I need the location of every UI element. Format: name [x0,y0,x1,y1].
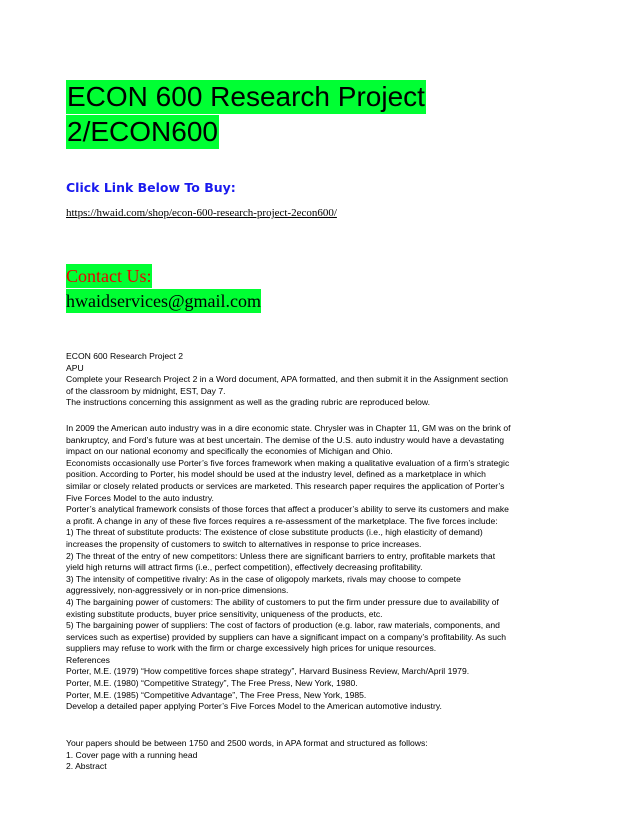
contact-email[interactable]: hwaidservices@gmail.com [66,291,262,311]
body-line: Porter’s analytical framework consists of those forces that affect a producer’s ability to serve its customers and make [66,504,509,515]
body-line: bankruptcy, and Ford’s future was at best uncertain. The demise of the U.S. auto industry would have a devastating [66,434,505,445]
body-line: Five Forces Model to the auto industry. [66,492,214,503]
body-line: a profit. A change in any of these five forces requires a re-assessment of the marketplace. The five forces include: [66,515,498,526]
reference-item: Porter, M.E. (1980) “Competitive Strategy”, The Free Press, New York, 1980. [66,678,358,689]
intro-block [66,351,586,409]
main-text-block [66,423,586,713]
references-heading: References [66,654,110,665]
body-line: Economists occasionally use Porter’s five forces framework when making a qualitative evaluation of a firm’s strategic [66,457,510,468]
body-line: services such as expertise) provided by suppliers can have a significant impact on a company’s profitability. As such [66,631,507,642]
click-link-heading: Click Link Below To Buy: [66,180,236,195]
body-line: increases the propensity of customers to switch to alternatives in response to price increases. [66,538,422,549]
body-line: aggressively, non-aggressively or in non-price dimensions. [66,585,289,596]
closing-block [66,738,586,773]
reference-item: Porter, M.E. (1979) “How competitive forces shape strategy”, Harvard Business Review, March/April 1979. [66,666,470,677]
body-line: position. According to Porter, his model should be used at the industry level, defined as a marketplace in which [66,469,486,480]
intro-line: of the classroom by midnight, EST, Day 7. [66,385,226,396]
body-line: impact on our national economy and specifically the economies of Michigan and Ohio. [66,446,393,457]
closing-line: Your papers should be between 1750 and 2500 words, in APA format and structured as follows: [66,738,428,748]
intro-line: ECON 600 Research Project 2 [66,351,184,361]
closing-line: 1. Cover page with a running head [66,749,198,760]
title-line-2: 2/ECON600 [67,116,218,147]
body-line: suppliers may refuse to work with the firm or charge excessively high prices for unique resources. [66,643,437,654]
body-line: 3) The intensity of competitive rivalry: As in the case of oligopoly markets, rivals may choose to compete [66,573,461,584]
intro-line: Complete your Research Project 2 in a Word document, APA formatted, and then submit it in the Assignment section [66,374,509,385]
body-line: Develop a detailed paper applying Porter’s Five Forces Model to the American automotive industry. [66,701,442,712]
closing-line: 2. Abstract [66,761,107,772]
title-line-1: ECON 600 Research Project [67,81,425,112]
contact-label: Contact Us: [66,266,152,286]
body-line: 1) The threat of substitute products: The existence of close substitute products (i.e., high elasticity of demand) [66,527,483,538]
product-url-link[interactable]: https://hwaid.com/shop/econ-600-research-project-2econ600/ [66,207,337,219]
reference-item: Porter, M.E. (1985) “Competitive Advantage”, The Free Press, New York, 1985. [66,689,367,700]
body-line: yield high returns will attract firms (i.e., perfect competition), effectively decreasing profitability. [66,562,423,573]
body-line: similar or closely related products or services are marketed. This research paper requires the application of Porter’s [66,480,505,491]
body-line: In 2009 the American auto industry was in a dire economic state. Chrysler was in Chapter 11, GM was on the brink of [66,423,511,433]
body-line: 2) The threat of the entry of new competitors: Unless there are significant barriers to entry, profitable markets that [66,550,496,561]
intro-line: APU [66,362,84,373]
body-line: 5) The bargaining power of suppliers: The cost of factors of production (e.g. labor, raw materials, components, and [66,620,500,631]
intro-line: The instructions concerning this assignment as well as the grading rubric are reproduced below. [66,397,430,408]
body-line: 4) The bargaining power of customers: The ability of customers to put the firm under pressure due to availability of [66,596,499,607]
body-line: existing substitute products, buyer price sensitivity, uniqueness of the products, etc. [66,608,383,619]
